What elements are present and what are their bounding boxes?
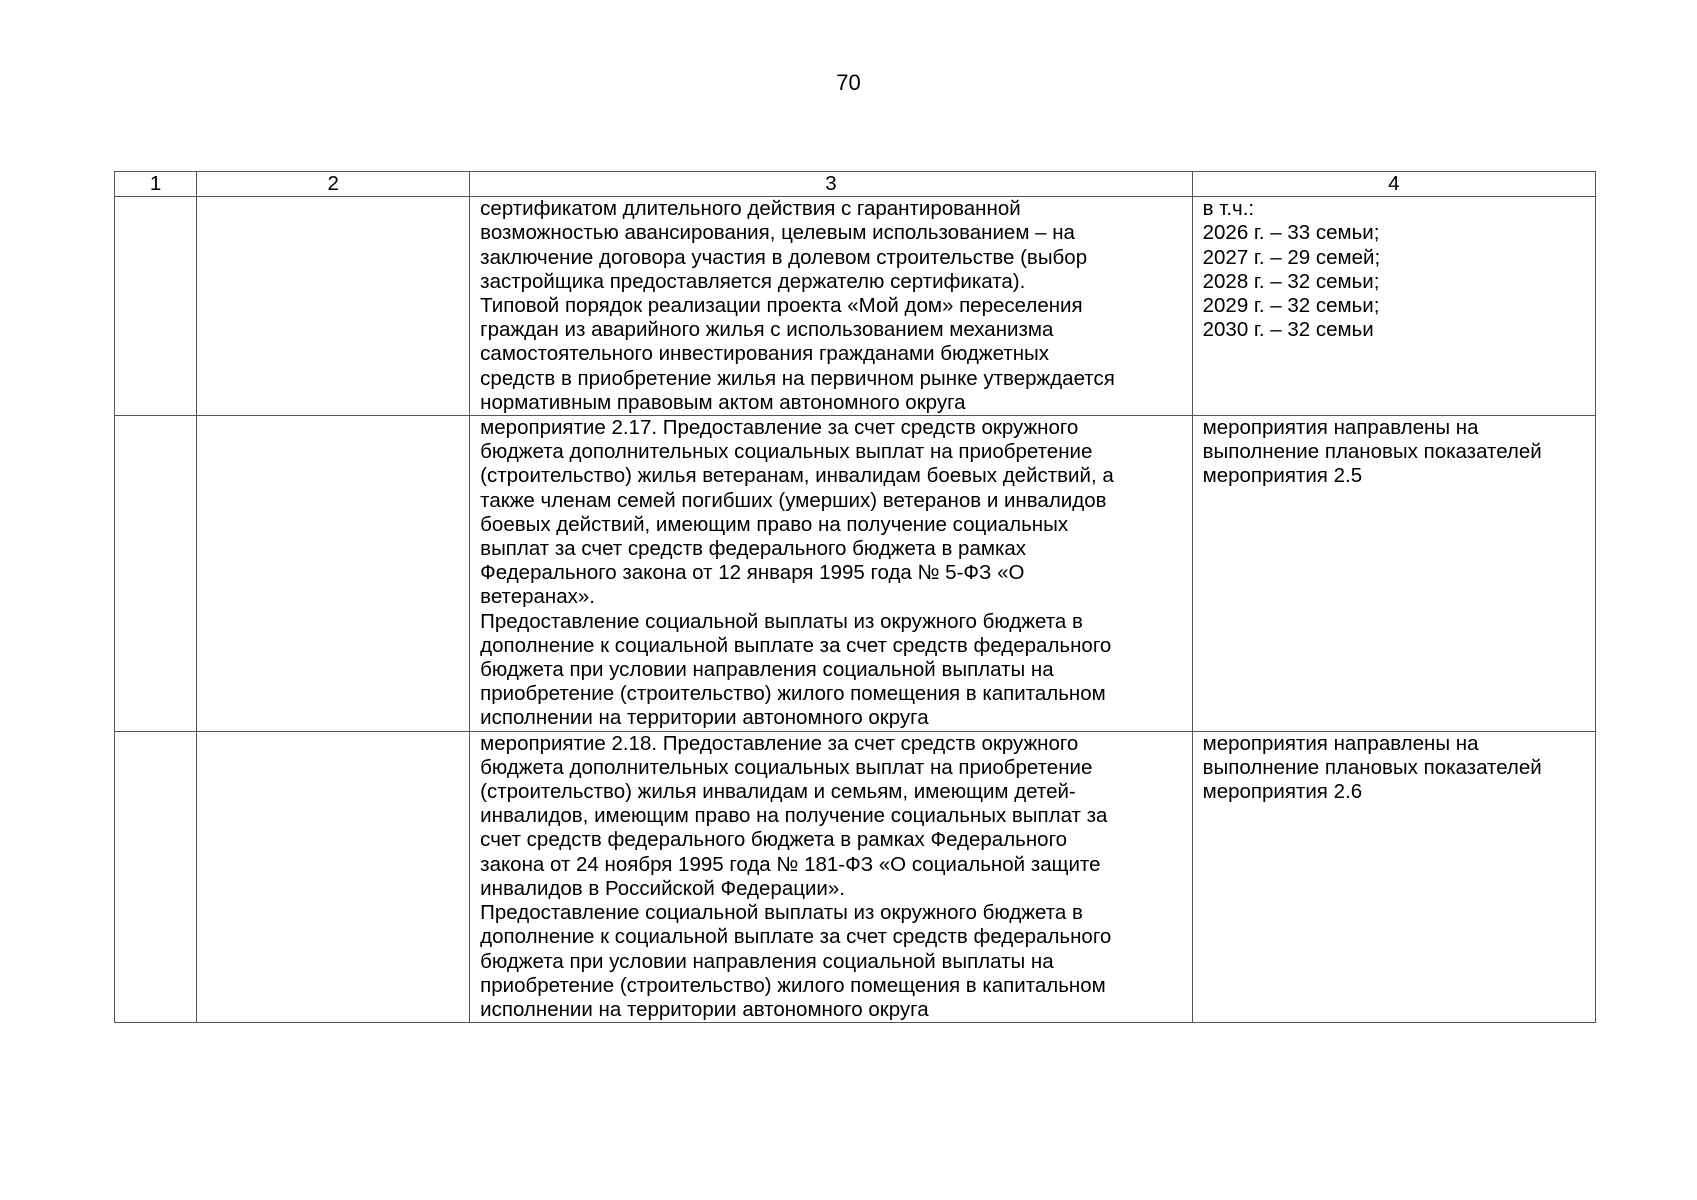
text-line: средств в приобретение жилья на первичном рынке утверждается [480, 366, 1115, 390]
text-line: инвалидов, имеющим право на получение социальных выплат за [480, 804, 1108, 828]
text-line: мероприятия направлены на [1202, 731, 1479, 755]
column-header-3: 3 [470, 172, 1192, 197]
text-line: бюджета при условии направления социальной выплаты на [480, 658, 1054, 682]
text-line: нормативным правовым актом автономного округа [480, 390, 966, 414]
text-line: дополнение к социальной выплате за счет средств федерального [480, 633, 1112, 657]
text-line: сертификатом длительного действия с гарантированной [480, 197, 1021, 221]
text-line: мероприятия 2.5 [1202, 464, 1363, 488]
text-line: в т.ч.: [1202, 197, 1255, 221]
column-header-4: 4 [1192, 172, 1595, 197]
cell-col-2 [197, 197, 470, 416]
text-line: бюджета при условии направления социальной выплаты на [480, 949, 1054, 973]
text-line: Федерального закона от 12 января 1995 года № 5-ФЗ «О [480, 561, 1025, 585]
text-line: 2028 г. – 32 семьи; [1202, 269, 1380, 293]
text-line: 2029 г. – 32 семьи; [1202, 294, 1380, 318]
text-line: мероприятия направлены на [1202, 416, 1479, 440]
text-line: Предоставление социальной выплаты из окружного бюджета в [480, 609, 1083, 633]
text-line: ветеранах». [480, 585, 595, 609]
column-header-2: 2 [197, 172, 470, 197]
text-line: 2030 г. – 32 семьи [1202, 318, 1374, 342]
text-line: выплат за счет средств федерального бюджета в рамках [480, 537, 1027, 561]
page-number: 70 [836, 70, 861, 95]
text-line: выполнение плановых показателей [1202, 440, 1542, 464]
cell-indicators [1192, 416, 1595, 732]
text-line: приобретение (строительство) жилого помещения в капитальном [480, 682, 1106, 706]
cell-measure-description [470, 416, 1192, 732]
text-line: Типовой порядок реализации проекта «Мой дом» переселения [480, 294, 1083, 318]
program-table [114, 171, 1596, 1023]
text-line: исполнении на территории автономного округа [480, 706, 929, 730]
text-line: дополнение к социальной выплате за счет средств федерального [480, 925, 1112, 949]
text-line: бюджета дополнительных социальных выплат на приобретение [480, 755, 1093, 779]
cell-col-1 [115, 731, 197, 1022]
text-line: бюджета дополнительных социальных выплат на приобретение [480, 440, 1093, 464]
text-line: мероприятие 2.17. Предоставление за счет средств окружного [480, 416, 1079, 440]
table-header-row [115, 172, 1596, 197]
text-line: мероприятия 2.6 [1202, 780, 1363, 804]
text-line: (строительство) жилья инвалидам и семьям, имеющим детей- [480, 780, 1076, 804]
cell-col-1 [115, 416, 197, 732]
table-row [115, 731, 1596, 1022]
text-line: выполнение плановых показателей [1202, 755, 1542, 779]
text-line: также членам семей погибших (умерших) ветеранов и инвалидов [480, 488, 1107, 512]
cell-measure-description [470, 197, 1192, 416]
text-line: исполнении на территории автономного округа [480, 997, 929, 1021]
text-line: боевых действий, имеющим право на получение социальных [480, 512, 1069, 536]
text-line: инвалидов в Российской Федерации». [480, 876, 845, 900]
text-line: застройщика предоставляется держателю сертификата). [480, 269, 1026, 293]
text-line: 2027 г. – 29 семей; [1202, 245, 1381, 269]
text-line: возможностью авансирования, целевым использованием – на [480, 221, 1075, 245]
table-row [115, 416, 1596, 732]
text-line: закона от 24 ноября 1995 года № 181-ФЗ «О социальной защите [480, 852, 1101, 876]
text-line: приобретение (строительство) жилого помещения в капитальном [480, 973, 1106, 997]
text-line: заключение договора участия в долевом строительстве (выбор [480, 245, 1088, 269]
text-line: граждан из аварийного жилья с использованием механизма [480, 318, 1054, 342]
text-line: Предоставление социальной выплаты из окружного бюджета в [480, 901, 1083, 925]
table-row [115, 197, 1596, 416]
cell-col-2 [197, 416, 470, 732]
cell-indicators [1192, 731, 1595, 1022]
cell-col-1 [115, 197, 197, 416]
text-line: мероприятие 2.18. Предоставление за счет средств окружного [480, 731, 1079, 755]
text-line: (строительство) жилья ветеранам, инвалидам боевых действий, а [480, 464, 1114, 488]
text-line: счет средств федерального бюджета в рамках Федерального [480, 828, 1067, 852]
text-line: 2026 г. – 33 семьи; [1202, 221, 1380, 245]
cell-col-2 [197, 731, 470, 1022]
text-line: самостоятельного инвестирования гражданами бюджетных [480, 342, 1050, 366]
cell-indicators [1192, 197, 1595, 416]
table-body [115, 197, 1596, 1023]
column-header-1: 1 [115, 172, 197, 197]
cell-measure-description [470, 731, 1192, 1022]
